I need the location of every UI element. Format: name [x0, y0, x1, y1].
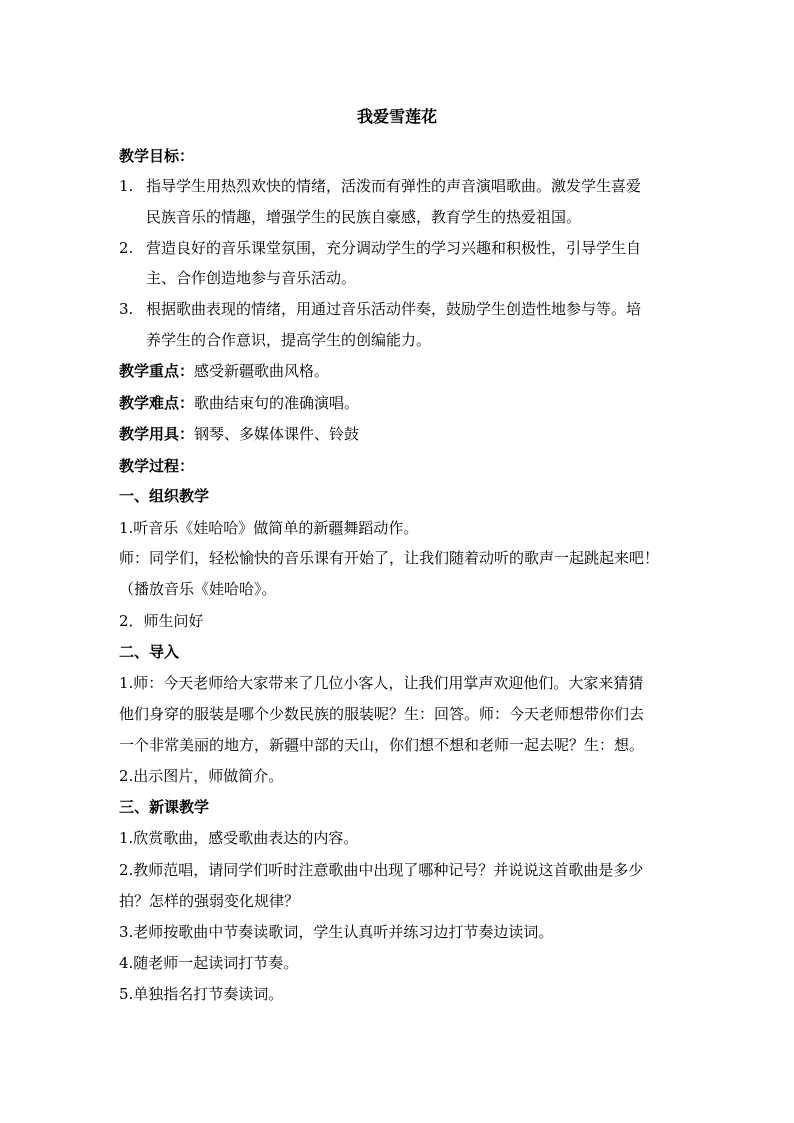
difficulty-line — [119, 392, 679, 414]
goal-3-line-2: 养学生的合作意识，提高学生的创编能力。 — [146, 331, 432, 349]
section-2-line-3: 一个非常美丽的地方，新疆中部的天山，你们想不想和老师一起去呢？生：想。 — [119, 736, 645, 754]
goal-1-text: 指导学生用热烈欢快的情绪，活泼而有弹性的声音演唱歌曲。激发学生喜爱 — [146, 177, 642, 195]
goal-3-text: 根据歌曲表现的情绪，用通过音乐活动伴奏，鼓励学生创造性地参与等。培 — [146, 300, 642, 318]
goal-1-line-1 — [119, 175, 679, 197]
section-3-line-6: 5.单独指名打节奏读词。 — [119, 985, 284, 1003]
goal-1-line-2: 民族音乐的情趣，增强学生的民族自豪感，教育学生的热爱祖国。 — [146, 208, 582, 226]
goal-2-number: 2. — [119, 239, 134, 257]
section-1-line-4: 2．师生问好 — [119, 612, 204, 630]
goal-2-text: 营造良好的音乐课堂氛围，充分调动学生的学习兴趣和积极性，引导学生自 — [146, 239, 642, 257]
section-2-line-4: 2.出示图片，师做简介。 — [119, 767, 284, 785]
section-3-line-2: 2.教师范唱，请同学们听时注意歌曲中出现了哪种记号？并说说这首歌曲是多少 — [119, 861, 644, 879]
goal-2-line-1 — [119, 237, 679, 259]
section-3-line-5: 4.随老师一起读词打节奏。 — [119, 954, 299, 972]
goal-1-number: 1. — [119, 177, 134, 195]
section-3-line-4: 3.老师按歌曲中节奏读歌词，学生认真听并练习边打节奏边读词。 — [119, 923, 554, 941]
goal-3-line-1 — [119, 298, 679, 320]
section-3-line-3: 拍？怎样的强弱变化规律？ — [119, 892, 300, 910]
key-point-label: 教学重点： — [119, 362, 195, 380]
key-point-line — [119, 360, 679, 382]
document-title: 我爱雪莲花 — [356, 107, 437, 126]
difficulty-label: 教学难点： — [119, 394, 195, 412]
section-1-line-2: 师：同学们，轻松愉快的音乐课有开始了，让我们随着动听的歌声一起跳起来吧！ — [119, 549, 660, 567]
tools-label: 教学用具： — [119, 425, 195, 443]
goal-2-line-2: 主、合作创造地参与音乐活动。 — [146, 269, 357, 287]
section-3-heading: 三、新课教学 — [119, 798, 210, 816]
key-point-text: 感受新疆歌曲风格。 — [194, 362, 330, 380]
section-2-line-2: 他们身穿的服装是哪个少数民族的服装呢？生：回答。师：今天老师想带你们去 — [119, 705, 645, 723]
difficulty-text: 歌曲结束句的准确演唱。 — [194, 394, 360, 412]
section-1-line-1: 1.听音乐《娃哈哈》做简单的新疆舞蹈动作。 — [119, 519, 419, 537]
section-1-line-3: （播放音乐《娃哈哈》。 — [119, 580, 277, 598]
section-2-line-1: 1.师：今天老师给大家带来了几位小客人，让我们用掌声欢迎他们。大家来猜猜 — [119, 674, 644, 692]
goals-heading: 教学目标： — [119, 147, 195, 165]
tools-text: 钢琴、多媒体课件、铃鼓 — [194, 425, 360, 443]
process-heading: 教学过程： — [119, 457, 195, 475]
tools-line — [119, 423, 679, 445]
section-2-heading: 二、导入 — [119, 643, 180, 661]
section-3-line-1: 1.欣赏歌曲，感受歌曲表达的内容。 — [119, 829, 359, 847]
goal-3-number: 3. — [119, 300, 134, 318]
section-1-heading: 一、组织教学 — [119, 487, 210, 505]
